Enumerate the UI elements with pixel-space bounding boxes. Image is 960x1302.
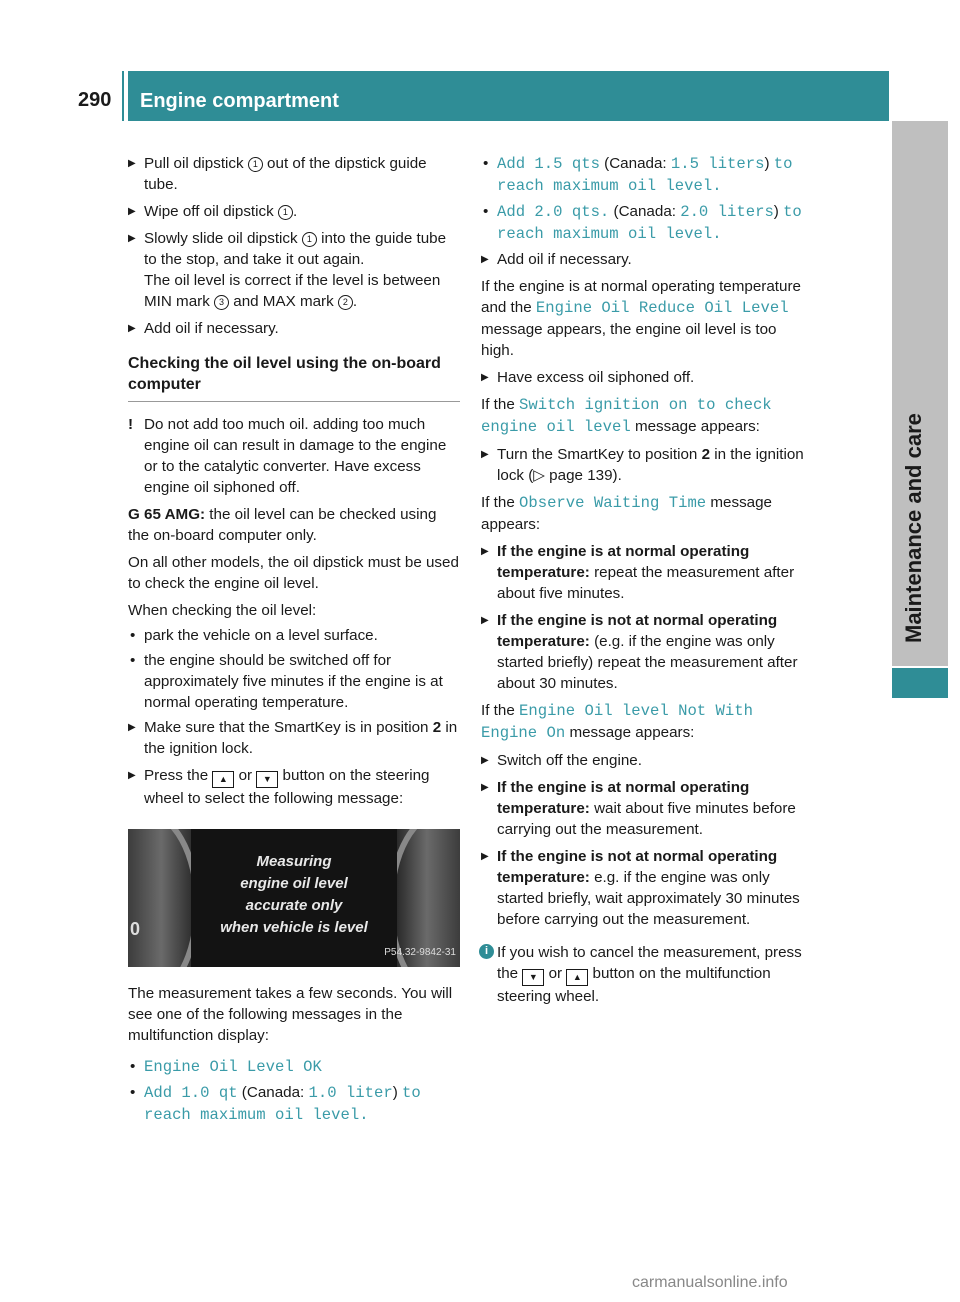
oil-level-correct-text: The oil level is correct if the level is between MIN mark 3 and MAX mark 2 . (144, 272, 441, 310)
list-item: • Engine Oil Level OK (128, 1056, 460, 1078)
ignition-message-note: If the Switch ignition on to check engine oil level message appears: (481, 396, 772, 436)
warning-note: ! Do not add too much oil. adding too much engine oil can result in damage to the engine or to the catalytic converter. Have excess engine oil siphoned off. (128, 416, 447, 496)
list-item: • Add 2.0 qts. (Canada: 2.0 liters) to reach maximum oil level. (481, 201, 811, 245)
callout-2-icon: 2 (338, 295, 353, 310)
watermark: carmanualsonline.info (632, 1274, 788, 1291)
waiting-message-note: If the Observe Waiting Time message appears: (481, 494, 773, 533)
list-item: • the engine should be switched off for approximately five minutes if the engine is at normal operating temperature. (128, 650, 460, 713)
left-gauge (128, 829, 200, 967)
warning-icon: ! (128, 416, 134, 433)
engine-on-message-note: If the Engine Oil level Not With Engine On message appears: (481, 702, 753, 742)
other-models-note: On all other models, the oil dipstick must be used to check the engine oil level. (128, 554, 459, 592)
side-tab-marker (892, 668, 948, 698)
step-siphon-oil: ▶ Have excess oil siphoned off. (481, 367, 811, 388)
step-turn-smartkey: ▶ Turn the SmartKey to position 2 in the ignition lock (▷ page 139). (481, 444, 811, 486)
gauge-zero-label: 0 (130, 919, 141, 939)
display-message: Measuring engine oil level accurate only when vehicle is level (220, 853, 368, 936)
display-figure (128, 829, 460, 967)
info-note: i If you wish to cancel the measurement, press the ▼ or ▲ button on the multifunction steering wheel. (481, 942, 811, 1007)
arrow-up-icon: ▲ (212, 771, 234, 788)
callout-1-icon: 1 (248, 157, 263, 172)
side-tab-label: Maintenance and care (901, 413, 926, 643)
figure-code: P54.32-9842-31 (384, 947, 456, 958)
header-bar (128, 71, 889, 121)
left-column (128, 153, 460, 1130)
step-normal-temp-wait: ▶ If the engine is at normal operating temperature: wait about five minutes before carrying out the measurement. (481, 777, 811, 840)
header-divider (122, 71, 124, 121)
info-icon: i (479, 944, 494, 959)
step-add-oil: ▶ Add oil if necessary. (128, 318, 460, 339)
multifunction-display (191, 829, 397, 967)
page-number: 290 (78, 89, 112, 111)
measurement-intro: The measurement takes a few seconds. You will see one of the following messages in the multifunction display: (128, 985, 453, 1044)
list-item: • park the vehicle on a level surface. (128, 625, 460, 646)
step-not-normal-temp: ▶ If the engine is not at normal operating temperature: (e.g. if the engine was only started briefly) repeat the measurement after about 30 minutes. (481, 610, 811, 694)
step-smartkey: ▶ Make sure that the SmartKey is in position 2 in the ignition lock. (128, 717, 460, 759)
list-item: • Add 1.0 qt (Canada: 1.0 liter) to reach maximum oil level. (128, 1082, 460, 1126)
arrow-up-icon: ▲ (566, 969, 588, 986)
section-heading: Checking the oil level using the on-board computer (128, 353, 460, 402)
step-slide-dipstick: ▶ Slowly slide oil dipstick 1 into the guide tube to the stop, and take it out again. (128, 228, 460, 270)
page-title: Engine compartment (140, 90, 339, 112)
step-switch-off: ▶ Switch off the engine. (481, 750, 811, 771)
checking-intro: When checking the oil level: (128, 602, 317, 619)
step-pull-dipstick: ▶ Pull oil dipstick 1 out of the dipstick guide tube. (128, 153, 460, 195)
callout-1-icon: 1 (302, 232, 317, 247)
amg-note: G 65 AMG: the oil level can be checked using the on-board computer only. (128, 506, 437, 544)
callout-3-icon: 3 (214, 295, 229, 310)
step-press-button: ▶ Press the ▲ or ▼ button on the steering wheel to select the following message: (128, 765, 460, 809)
arrow-down-icon: ▼ (256, 771, 278, 788)
list-item: • Add 1.5 qts (Canada: 1.5 liters) to reach maximum oil level. (481, 153, 811, 197)
arrow-down-icon: ▼ (522, 969, 544, 986)
step-add-oil: ▶ Add oil if necessary. (481, 249, 811, 270)
oil-too-high-note: If the engine is at normal operating temperature and the Engine Oil Reduce Oil Level message appears, the engine oil level is too high. (481, 278, 801, 359)
callout-1-icon: 1 (278, 205, 293, 220)
step-normal-temp: ▶ If the engine is at normal operating temperature: repeat the measurement after about five minutes. (481, 541, 811, 604)
right-column (481, 153, 811, 1013)
step-not-normal-temp-wait: ▶ If the engine is not at normal operating temperature: e.g. if the engine was only started briefly, wait approximately 30 minutes before carrying out the measurement. (481, 846, 811, 930)
step-wipe-dipstick: ▶ Wipe off oil dipstick 1 . (128, 201, 460, 222)
